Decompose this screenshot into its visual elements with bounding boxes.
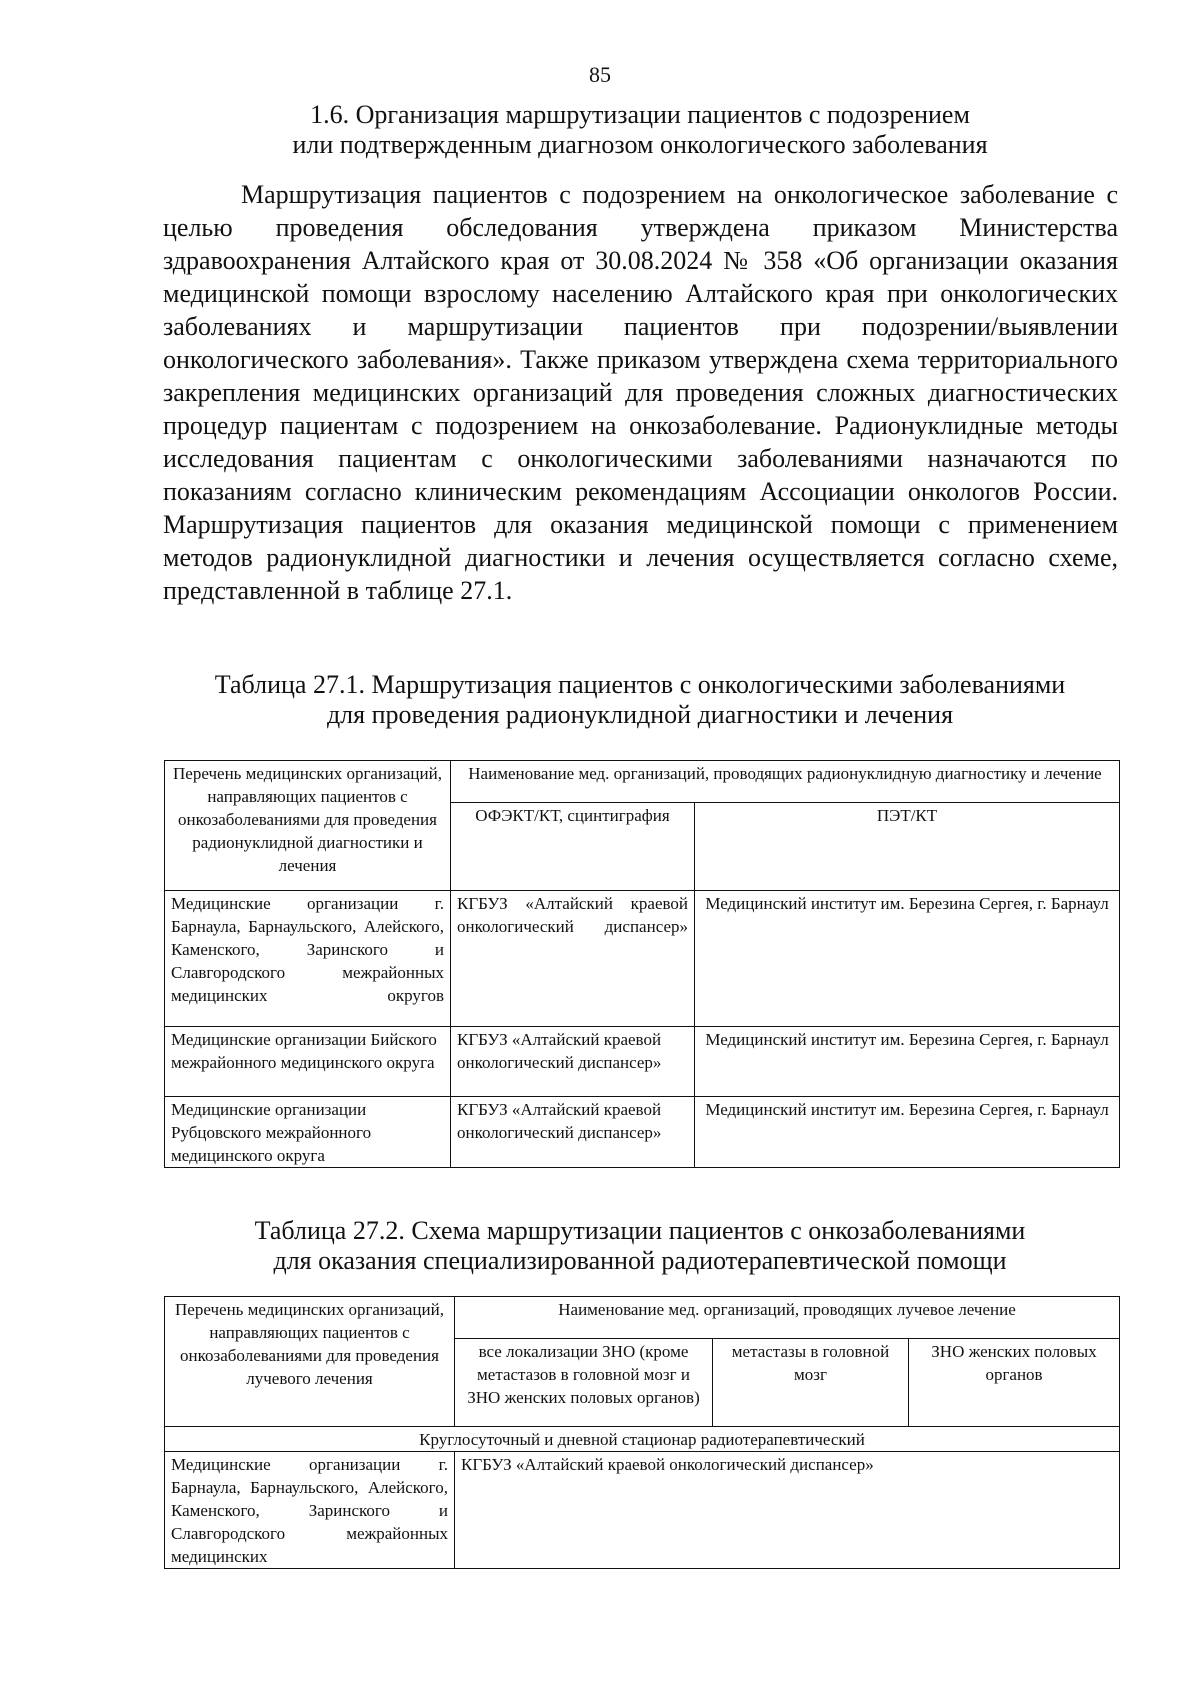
table-2-caption-line-2: для оказания специализированной радиотерапевтической помощи [273,1246,1007,1275]
table-2-header-row [165,1297,1120,1339]
section-heading-line-1: 1.6. Организация маршрутизации пациентов с подозрением [310,100,970,129]
table-row [165,891,1120,1027]
table-2-row-1-performing: КГБУЗ «Алтайский краевой онкологический диспансер» [455,1452,1120,1569]
table-1-row-2-pet-ct: Медицинский институт им. Березина Сергея, г. Барнаул [695,1027,1120,1097]
section-heading-line-2: или подтвержденным диагнозом онкологического заболевания [292,130,988,159]
table-1-row-1-spect-ct: КГБУЗ «Алтайский краевой онкологический диспансер» [451,891,695,1027]
section-heading [160,100,1120,160]
table-1-caption-line-2: для проведения радионуклидной диагностики и лечения [326,700,954,729]
table-row [165,1452,1120,1569]
table-1-row-2-spect-ct: КГБУЗ «Алтайский краевой онкологический диспансер» [451,1027,695,1097]
table-2-section-title: Круглосуточный и дневной стационар радиотерапевтический [165,1427,1120,1452]
table-1-row-1-pet-ct: Медицинский институт им. Березина Сергея, г. Барнаул [695,891,1120,1027]
table-1-header-referring-orgs: Перечень медицинских организаций, направляющих пациентов с онкозаболеваниями для проведения радионуклидной диагностики и лечения [165,761,451,891]
table-row [165,1027,1120,1097]
table-1-row-3-referring: Медицинские организации Рубцовского межрайонного медицинского округа [165,1097,451,1168]
table-2-header-referring-orgs: Перечень медицинских организаций, направляющих пациентов с онкозаболеваниями для проведения лучевого лечения [165,1297,455,1427]
table-row [165,1097,1120,1168]
table-2-caption-line-1: Таблица 27.2. Схема маршрутизации пациентов с онкозаболеваниями [254,1216,1026,1245]
table-2-header-all-localizations: все локализации ЗНО (кроме метастазов в головной мозг и ЗНО женских половых органов) [455,1339,713,1427]
table-1-header-pet-ct: ПЭТ/КТ [695,803,1120,891]
table-1-caption-line-1: Таблица 27.1. Маршрутизация пациентов с онкологическими заболеваниями [214,670,1066,699]
table-1-header-performing-orgs: Наименование мед. организаций, проводящих радионуклидную диагностику и лечение [451,761,1120,803]
table-2-row-1-referring: Медицинские организации г. Барнаула, Барнаульского, Алейского, Каменского, Заринского и Славгородского межрайонных медицинских [165,1452,455,1569]
table-1-caption [160,670,1120,730]
body-paragraph: Маршрутизация пациентов с подозрением на онкологическое заболевание с целью проведения обследования утверждена приказом Министерства здравоохранения Алтайского края от 30.08.2024 № 358 «Об организации оказания медицинской помощи взрослому населению Алтайского края при онкологических заболеваниях и маршрутизации пациентов при подозрении/выявлении онкологического заболевания». Также приказом утверждена схема территориального закрепления медицинских организаций для проведения сложных диагностических процедур пациентам с подозрением на онкозаболевание. Радионуклидные методы исследования пациентам с онкологическими заболеваниями назначаются по показаниям согласно клиническим рекомендациям Ассоциации онкологов России. Маршрутизация пациентов для оказания медицинской помощи с применением методов радионуклидной диагностики и лечения осуществляется согласно схеме, представленной в таблице 27.1. [163,180,1118,605]
table-1-row-3-spect-ct: КГБУЗ «Алтайский краевой онкологический диспансер» [451,1097,695,1168]
table-2-header-performing-orgs: Наименование мед. организаций, проводящих лучевое лечение [455,1297,1120,1339]
table-1-row-2-referring: Медицинские организации Бийского межрайонного медицинского округа [165,1027,451,1097]
table-1 [164,760,1120,1168]
table-1-row-1-referring: Медицинские организации г. Барнаула, Барнаульского, Алейского, Каменского, Заринского и Славгородского межрайонных медицинских округов [165,891,451,1027]
table-2-header-female-organs: ЗНО женских половых органов [909,1339,1120,1427]
page-number: 85 [589,62,611,87]
table-1-header-spect-ct: ОФЭКТ/КТ, сцинтиграфия [451,803,695,891]
table-2 [164,1296,1120,1569]
table-2-caption [160,1216,1120,1276]
table-1-row-3-pet-ct: Медицинский институт им. Березина Сергея, г. Барнаул [695,1097,1120,1168]
table-2-section-row [165,1427,1120,1452]
table-2-header-brain-metastases: метастазы в головной мозг [713,1339,909,1427]
table-1-header-row [165,761,1120,803]
